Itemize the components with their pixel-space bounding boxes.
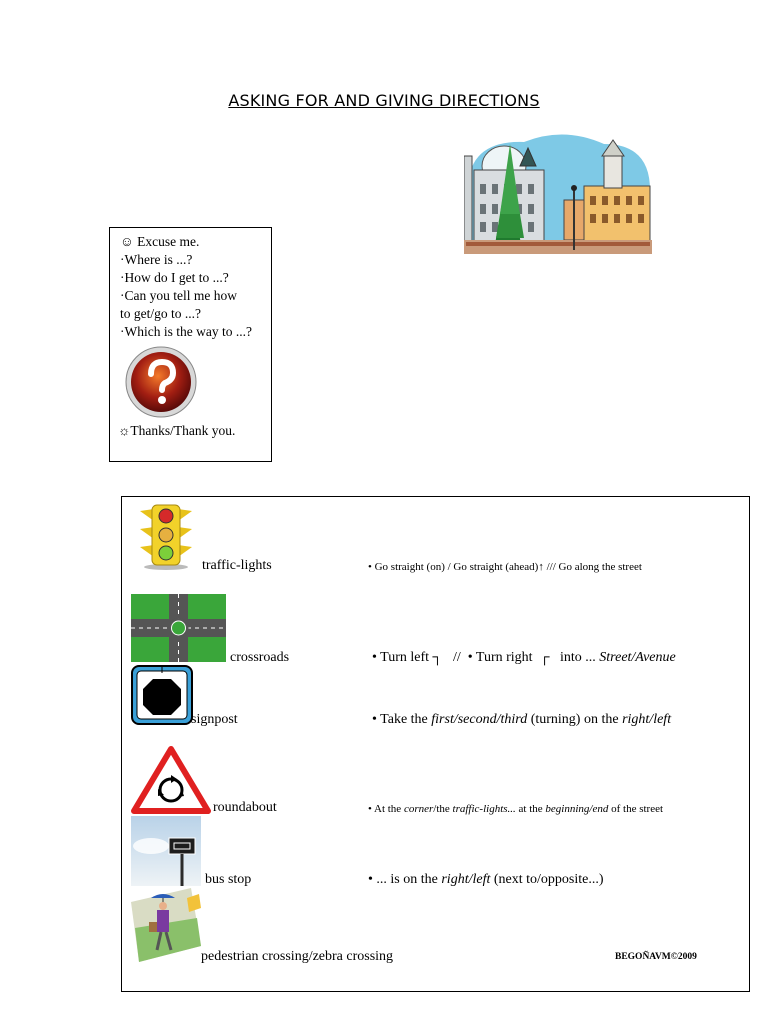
phrase-take-the: • Take the first/second/third (turning) on the right/left [372, 712, 672, 727]
sun-icon: ☼ [118, 423, 131, 438]
label-bus-stop: bus stop [205, 872, 252, 887]
label-pedestrian-crossing: pedestrian crossing/zebra crossing [201, 949, 394, 964]
phrase-thanks: ☼Thanks/Thank you. [118, 423, 236, 438]
turn-right-symbol: ┌ [539, 650, 550, 665]
signpost-icon [131, 665, 193, 727]
crossroads-icon [131, 594, 226, 662]
credit: BEGOÑAVM©2009 [615, 952, 697, 962]
turn-left-symbol: ┐ [432, 650, 443, 665]
phrase-at-the-corner: • At the corner/the traffic-lights... at the beginning/end of the street [368, 803, 664, 815]
phrase-is-on-the: • ... is on the right/left (next to/opposite...) [368, 872, 604, 887]
label-roundabout: roundabout [213, 800, 277, 815]
phrase-go-straight: • Go straight (on) / Go straight (ahead)↑ /// Go along the street [368, 561, 642, 573]
phrase-which-way: ·Which is the way to ...? [120, 324, 252, 339]
pedestrian-crossing-icon [131, 888, 201, 962]
phrase-can-you-tell: ·Can you tell me how [120, 288, 237, 303]
label-crossroads: crossroads [230, 650, 290, 665]
smiley-icon: ☺ [120, 234, 134, 249]
phrase-where-is: ·Where is ...? [120, 252, 193, 267]
label-traffic-lights: traffic-lights [202, 558, 272, 573]
town-illustration [464, 130, 652, 254]
phrase-turn: • Turn left ┐ // • Turn right ┌ into ... Street/Avenue [372, 650, 676, 665]
question-mark-icon [124, 345, 198, 419]
phrase-excuse-me: ☺ Excuse me. [120, 234, 200, 249]
roundabout-icon [131, 746, 211, 814]
phrase-how-do-i-get: ·How do I get to ...? [120, 270, 229, 285]
phrase-get-go-to: to get/go to ...? [120, 306, 201, 321]
traffic-lights-icon [136, 503, 196, 571]
bus-stop-icon [131, 816, 201, 886]
label-signpost: signpost [191, 712, 238, 727]
page-title: ASKING FOR AND GIVING DIRECTIONS [228, 91, 540, 110]
useful-phrases-box [109, 227, 272, 462]
